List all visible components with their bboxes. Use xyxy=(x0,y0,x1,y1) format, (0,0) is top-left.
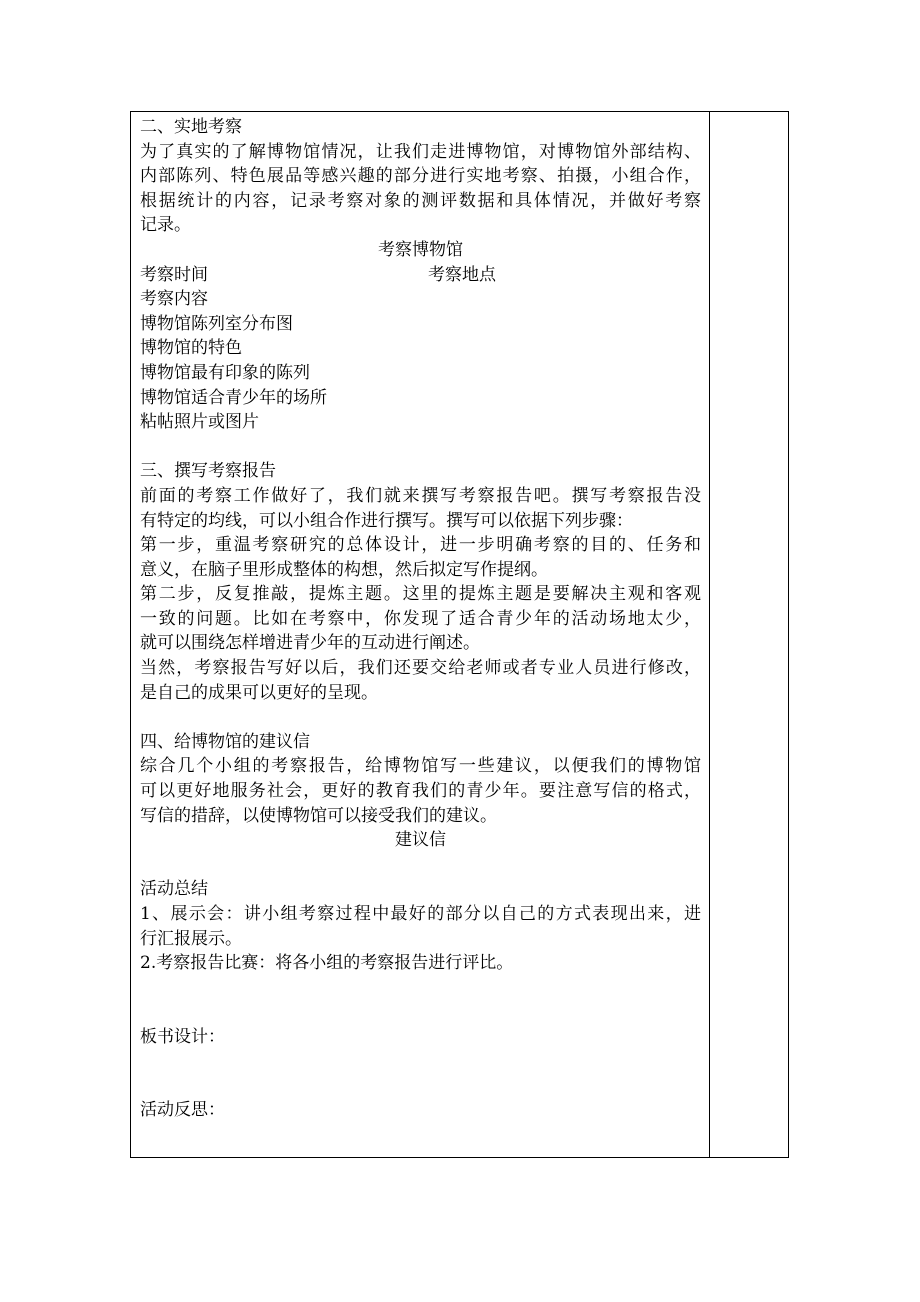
lesson-plan-table xyxy=(130,111,789,1158)
paragraph-line: 就可以围绕怎样增进青少年的互动进行阐述。 xyxy=(140,633,480,654)
paragraph-line: 一致的问题。比如在考察中，你发现了适合青少年的活动场地太少， xyxy=(140,608,701,629)
paragraph-line: 第一步，重温考察研究的总体设计，进一步明确考察的目的、任务和 xyxy=(140,535,701,556)
paragraph-line: 根据统计的内容，记录考察对象的测评数据和具体情况，并做好考察 xyxy=(140,190,701,211)
survey-place-label: 考察地点 xyxy=(428,264,496,285)
board-design-label: 板书设计： xyxy=(140,1026,225,1047)
spacer xyxy=(140,853,701,878)
paragraph-line: 写信的措辞，以使博物馆可以接受我们的建议。 xyxy=(140,805,497,826)
survey-field: 博物馆陈列室分布图 xyxy=(140,313,293,334)
section-4-body xyxy=(140,754,701,828)
survey-field: 博物馆适合青少年的场所 xyxy=(140,387,327,408)
spacer xyxy=(140,705,701,730)
survey-time-place-row xyxy=(140,263,701,288)
spacer xyxy=(140,435,701,460)
survey-field: 博物馆最有印象的陈列 xyxy=(140,362,310,383)
content-cell xyxy=(131,112,710,1157)
spacer xyxy=(140,1049,701,1098)
paragraph-line: 1、展示会：讲小组考察过程中最好的部分以自己的方式表现出来，进 xyxy=(140,904,701,924)
paragraph-line: 行汇报展示。 xyxy=(140,928,242,949)
section-3-heading: 三、撰写考察报告 xyxy=(140,461,276,482)
paragraph-line: 意义，在脑子里形成整体的构想，然后拟定写作提纲。 xyxy=(140,559,548,580)
survey-time-label: 考察时间 xyxy=(140,264,208,285)
paragraph-line: 有特定的均线，可以小组合作进行撰写。撰写可以依据下列步骤： xyxy=(140,510,633,531)
paragraph-line: 可以更好地服务社会，更好的教育我们的青少年。要注意写信的格式， xyxy=(140,781,701,802)
paragraph-line: 记录。 xyxy=(140,215,191,236)
paragraph-line: 综合几个小组的考察报告，给博物馆写一些建议，以便我们的博物馆 xyxy=(140,756,701,777)
paragraph-line: 为了真实的了解博物馆情况，让我们走进博物馆，对博物馆外部结构、 xyxy=(140,141,701,162)
paragraph-line: 内部陈列、特色展品等感兴趣的部分进行实地考察、拍摄，小组合作， xyxy=(140,166,701,187)
survey-field: 博物馆的特色 xyxy=(140,338,242,359)
paragraph-line: 当然，考察报告写好以后，我们还要交给老师或者专业人员进行修改， xyxy=(140,658,701,679)
paragraph-line: 第二步，反复推敲，提炼主题。这里的提炼主题是要解决主观和客观 xyxy=(140,584,701,605)
survey-field: 考察内容 xyxy=(140,289,208,310)
section-4-heading: 四、给博物馆的建议信 xyxy=(140,731,310,752)
section-2-paragraph xyxy=(140,140,701,238)
section-3-body xyxy=(140,484,701,705)
notes-column xyxy=(710,112,788,1157)
paragraph-line: 是自己的成果可以更好的呈现。 xyxy=(140,682,378,703)
reflection-label: 活动反思： xyxy=(140,1100,225,1121)
paragraph-line: 前面的考察工作做好了，我们就来撰写考察报告吧。撰写考察报告没 xyxy=(140,485,701,506)
summary-heading: 活动总结 xyxy=(140,879,208,900)
section-2-heading: 二、实地考察 xyxy=(140,117,242,137)
spacer xyxy=(140,976,701,1025)
survey-field-list xyxy=(140,287,701,435)
survey-field: 粘帖照片或图片 xyxy=(140,412,259,433)
summary-body xyxy=(140,902,701,976)
survey-form-title: 考察博物馆 xyxy=(378,239,463,260)
letter-title: 建议信 xyxy=(395,830,446,851)
paragraph-line: 2.考察报告比赛：将各小组的考察报告进行评比。 xyxy=(140,953,514,974)
